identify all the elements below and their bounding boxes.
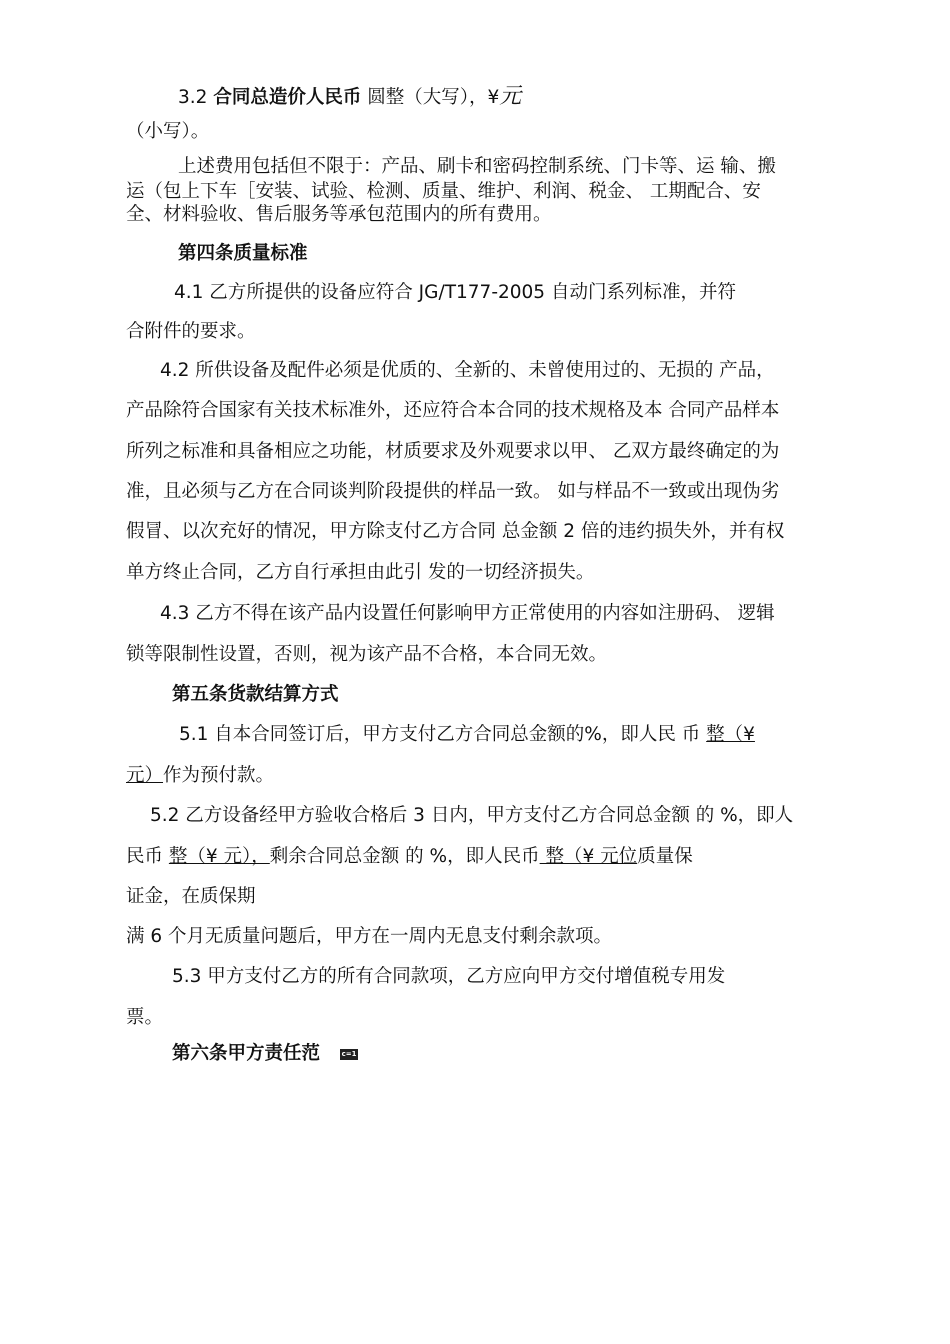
- article-6-heading: [172, 1042, 358, 1066]
- clause-4-2-line3: 所列之标准和具备相应之功能，材质要求及外观要求以甲、 乙双方最终确定的为: [126, 441, 780, 462]
- clause-4-2-line6: 单方终止合同，乙方自行承担由此引 发的一切经济损失。: [126, 562, 595, 583]
- clause-4-2-line2: 产品除符合国家有关技术标准外，还应符合本合同的技术规格及本 合同产品样本: [126, 400, 780, 421]
- clause-5-3-line1: 5.3 甲方支付乙方的所有合同款项，乙方应向甲方交付增值税专用发: [172, 966, 726, 987]
- fees-line3: 全、材料验收、售后服务等承包范围内的所有费用。: [126, 204, 552, 225]
- clause-text: 圆整（大写），¥: [367, 87, 500, 108]
- clause-4-2-line5: 假冒、以次充好的情况，甲方除支付乙方合同 总金额 2 倍的违约损失外，并有权: [126, 521, 785, 542]
- clause-4-1-line2: 合附件的要求。: [126, 321, 256, 342]
- clause-text: 剩余合同总金额 的 %，即人民币: [269, 846, 540, 867]
- clause-number: 3.2: [178, 87, 208, 108]
- blank-amount: 元）: [126, 765, 164, 786]
- clause-text: 作为预付款。: [163, 765, 275, 786]
- fees-line2: 运（包上下车［安装、试验、检测、质量、维护、利润、税金、 工期配合、安: [126, 181, 761, 202]
- article-5-heading: 第五条货款结算方式: [172, 684, 339, 705]
- clause-4-1-line1: 4.1 乙方所提供的设备应符合 JG/T177-2005 自动门系列标准，并符: [174, 282, 736, 303]
- clause-4-3-line1: 4.3 乙方不得在该产品内设置任何影响甲方正常使用的内容如注册码、 逻辑: [160, 603, 775, 624]
- field-code-marker: c=1: [341, 1049, 357, 1058]
- clause-5-2-line3: 证金，在质保期: [126, 886, 256, 907]
- clause-text: 5.1 自本合同签订后，甲方支付乙方合同总金额的%，即人民 币: [179, 724, 707, 745]
- clause-bold-text: 合同总造价人民币: [213, 87, 362, 108]
- article-4-heading: 第四条质量标准: [178, 243, 308, 264]
- blank-amount: 整（¥: [706, 724, 755, 745]
- fees-line1: 上述费用包括但不限于：产品、刷卡和密码控制系统、门卡等、运 输、搬: [178, 156, 776, 177]
- clause-5-3-line2: 票。: [126, 1007, 164, 1028]
- clause-4-2-line1: 4.2 所供设备及配件必须是优质的、全新的、未曾使用过的、无损的 产品，: [160, 360, 775, 381]
- clause-5-2-line4: 满 6 个月无质量问题后，甲方在一周内无息支付剩余款项。: [126, 926, 613, 947]
- clause-4-3-line2: 锁等限制性设置，否则，视为该产品不合格，本合同无效。: [126, 644, 608, 665]
- clause-text: 民币: [126, 846, 169, 867]
- clause-3-2-line1: [178, 85, 521, 110]
- clause-5-1-line2: [126, 764, 274, 788]
- clause-5-2-line2: [126, 845, 693, 869]
- article-6-title: 第六条甲方责任范: [172, 1043, 321, 1064]
- clause-5-1-line1: [179, 723, 755, 747]
- clause-5-2-line1: 5.2 乙方设备经甲方验收合格后 3 日内，甲方支付乙方合同总金额 的 %，即人: [150, 805, 794, 826]
- blank-amount: 整（¥ 元），: [168, 846, 270, 867]
- clause-text: 质量保: [637, 846, 693, 867]
- clause-3-2-line2: （小写）。: [126, 121, 210, 142]
- yuan-glyph: 元: [499, 84, 522, 109]
- clause-4-2-line4: 准，且必须与乙方在合同谈判阶段提供的样品一致。 如与样品不一致或出现伪劣: [126, 481, 780, 502]
- blank-amount: 整（¥ 元位: [539, 846, 638, 867]
